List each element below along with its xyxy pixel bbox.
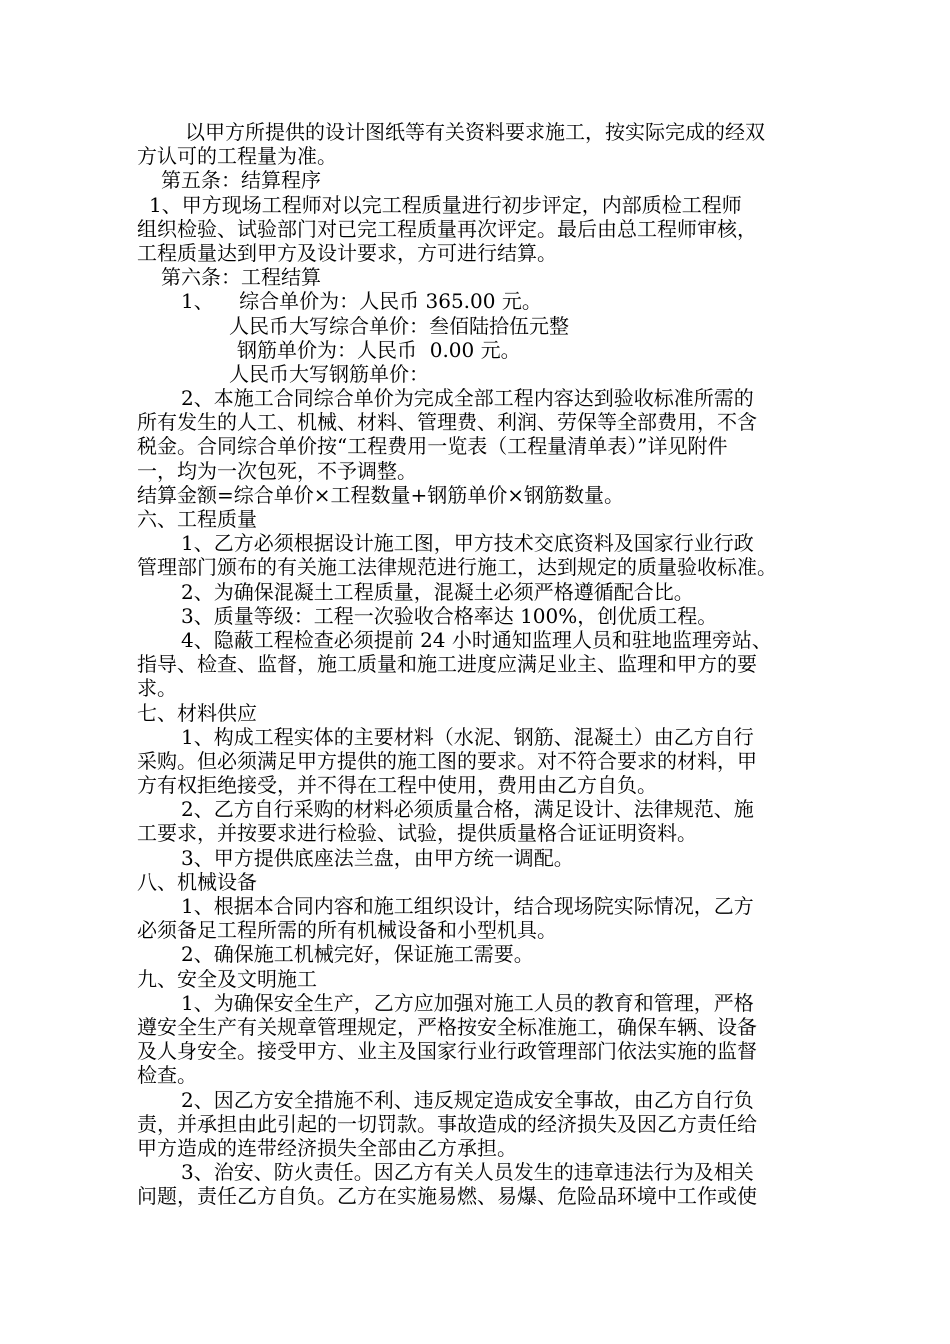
- text-line: 人民币大写综合单价：叁佰陆拾伍元整: [229, 313, 569, 338]
- text-line: 1、甲方现场工程师对以完工程质量进行初步评定，内部质检工程师: [149, 192, 742, 217]
- text-line: 采购。但必须满足甲方提供的施工图的要求。对不符合要求的材料，甲: [137, 748, 757, 773]
- text-line: 1、为确保安全生产，乙方应加强对施工人员的教育和管理，严格: [181, 990, 754, 1015]
- text-line: 管理部门颁布的有关施工法律规范进行施工，达到规定的质量验收标准。: [137, 555, 777, 580]
- text-line: 方认可的工程量为准。: [137, 144, 337, 169]
- text-line: 3、质量等级：工程一次验收合格率达 100%，创优质工程。: [181, 603, 718, 628]
- text-line: 九、安全及文明施工: [137, 966, 317, 991]
- text-line: 3、治安、防火责任。因乙方有关人员发生的违章违法行为及相关: [181, 1160, 754, 1185]
- text-line: 1、乙方必须根据设计施工图，甲方技术交底资料及国家行业行政: [181, 531, 754, 556]
- text-line: 求。: [137, 676, 177, 701]
- text-line: 检查。: [137, 1063, 197, 1088]
- text-line: 2、乙方自行采购的材料必须质量合格，满足设计、法律规范、施: [181, 797, 754, 822]
- text-line: 一，均为一次包死，不予调整。: [137, 458, 417, 483]
- text-line: 方有权拒绝接受，并不得在工程中使用，费用由乙方自负。: [137, 773, 657, 798]
- text-line: 4、隐蔽工程检查必须提前 24 小时通知监理人员和驻地监理旁站、: [181, 627, 772, 652]
- text-line: 税金。合同综合单价按“工程费用一览表（工程量清单表）”详见附件: [137, 434, 728, 459]
- text-line: 以甲方所提供的设计图纸等有关资料要求施工，按实际完成的经双: [185, 120, 765, 144]
- text-line: 问题，责任乙方自负。乙方在实施易燃、易爆、危险品环境中工作或使: [137, 1184, 757, 1209]
- text-line: 指导、检查、监督，施工质量和施工进度应满足业主、监理和甲方的要: [137, 652, 757, 677]
- text-line: 钢筋单价为：人民币 0.00 元。: [237, 337, 521, 362]
- text-line: 所有发生的人工、机械、材料、管理费、利润、劳保等全部费用，不含: [137, 410, 757, 435]
- text-line: 七、材料供应: [137, 700, 257, 725]
- text-line: 2、本施工合同综合单价为完成全部工程内容达到验收标准所需的: [181, 386, 754, 411]
- text-line: 1、构成工程实体的主要材料（水泥、钢筋、混凝土）由乙方自行: [181, 724, 754, 749]
- text-line: 1、根据本合同内容和施工组织设计，结合现场院实际情况，乙方: [181, 894, 754, 918]
- text-line: 组织检验、试验部门对已完工程质量再次评定。最后由总工程师审核，: [137, 216, 757, 241]
- text-line: 工要求，并按要求进行检验、试验，提供质量格合证证明资料。: [137, 821, 697, 846]
- text-line: 2、因乙方安全措施不利、违反规定造成安全事故，由乙方自行负: [181, 1087, 754, 1112]
- text-line: 工程质量达到甲方及设计要求，方可进行结算。: [137, 240, 557, 265]
- text-line: 人民币大写钢筋单价：: [229, 361, 429, 386]
- text-line: 3、甲方提供底座法兰盘，由甲方统一调配。: [181, 845, 574, 870]
- text-line: 第五条：结算程序: [161, 168, 321, 193]
- text-line: 甲方造成的连带经济损失全部由乙方承担。: [137, 1135, 517, 1160]
- document-body: [137, 120, 837, 1208]
- text-line: 2、确保施工机械完好，保证施工需要。: [181, 942, 534, 967]
- text-line: 第六条：工程结算: [161, 265, 321, 290]
- text-line: 必须备足工程所需的所有机械设备和小型机具。: [137, 918, 557, 943]
- text-line: 责，并承担由此引起的一切罚款。事故造成的经济损失及因乙方责任给: [137, 1111, 757, 1136]
- text-line: 八、机械设备: [137, 869, 257, 894]
- text-line: 遵安全生产有关规章管理规定，严格按安全标准施工，确保车辆、设备: [137, 1014, 757, 1039]
- text-line: 及人身安全。接受甲方、业主及国家行业行政管理部门依法实施的监督: [137, 1039, 757, 1064]
- text-line: 结算金额=综合单价×工程数量+钢筋单价×钢筋数量。: [137, 482, 625, 507]
- text-line: 1、 综合单价为：人民币 365.00 元。: [181, 289, 542, 314]
- text-line: 2、为确保混凝土工程质量，混凝土必须严格遵循配合比。: [181, 579, 694, 604]
- text-line: 六、工程质量: [137, 507, 257, 531]
